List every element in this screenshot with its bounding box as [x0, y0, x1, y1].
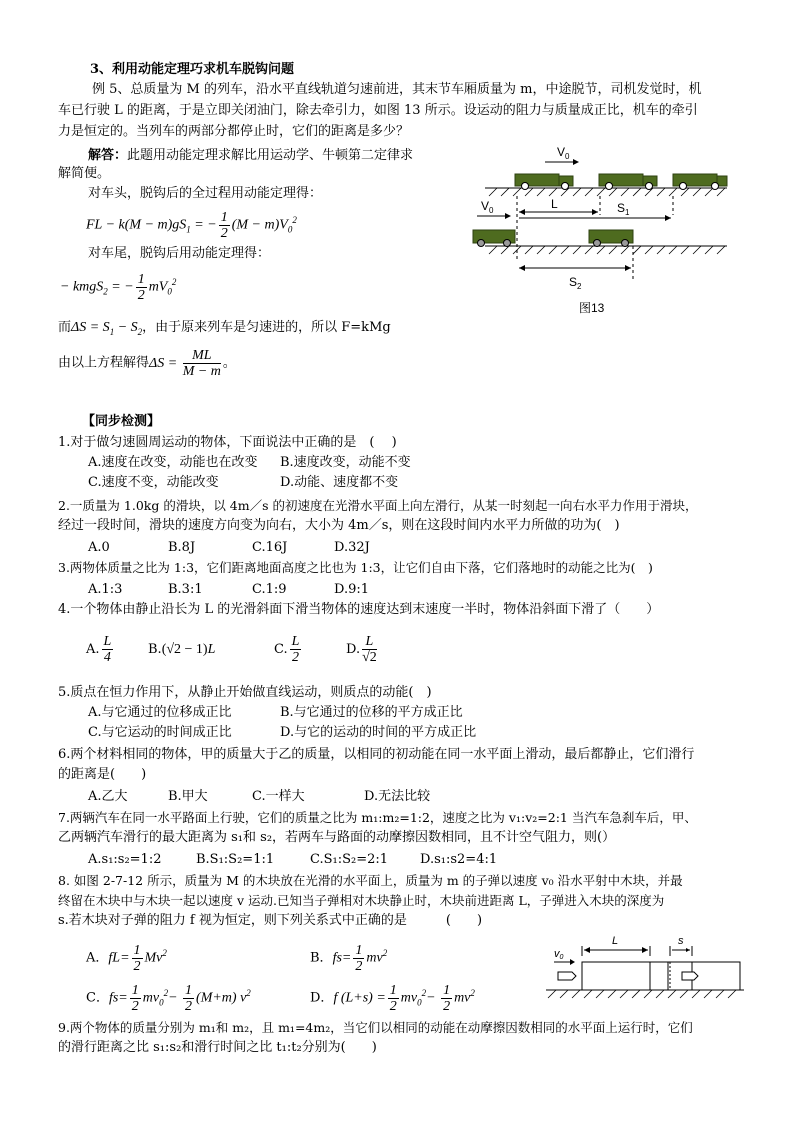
tail-text: 对车尾，脱钩后用动能定理得： — [88, 246, 271, 261]
solve-pre: 由以上方程解得 — [58, 355, 150, 371]
q3-option-d: D.9:1 — [334, 582, 370, 597]
block-s-label: s — [678, 935, 684, 947]
q2-option-a: A.0 — [88, 540, 110, 555]
q5-option-d: D.与它的运动的时间的平方成正比 — [280, 725, 477, 740]
q6-option-b: B.甲大 — [168, 789, 208, 804]
q5-option-a: A.与它通过的位移成正比 — [88, 705, 232, 720]
tail-equation: − kmgS$_2$ = − $\frac{1}{2}$ $mV_0^2$ — [60, 271, 177, 303]
top-locomotive-1 — [599, 174, 657, 190]
q6-line-1: 6.两个材料相同的物体，甲的质量大于乙的质量，以相同的初动能在同一水平面上滑动，最后都静止，它们滑行 — [58, 747, 695, 762]
q3-option-a: A.1:3 — [88, 582, 123, 597]
q8-option-d: D．f (L+s) = $\frac{1}{2}$ $mv_0^2-$ $\frac{1}{2}$ $mv^2$ — [310, 982, 475, 1014]
q1-option-b: B.速度改变，动能不变 — [280, 455, 411, 470]
bottom-car-left — [473, 230, 515, 247]
q8-line-1: 8. 如图 2-7-12 所示，质量为 M 的木块放在光滑的水平面上，质量为 m 的子弹以速度 v₀ 沿水平射中木块，并最 — [58, 873, 683, 888]
bullet-embedded — [682, 972, 698, 980]
figure-caption: 图13 — [579, 301, 605, 315]
q8-option-c: C．fs= $\frac{1}{2}$ $mv_0^2-$ $\frac{1}{2}$ (M+m) $v^2$ — [86, 982, 251, 1014]
q6-option-a: A.乙大 — [88, 789, 128, 804]
q3-option-b: B.3:1 — [168, 582, 203, 597]
q3: 3.两物体质量之比为 1:3，它们距离地面高度之比也为 1:3，让它们自由下落，它们落地时的动能之比为( ) — [58, 560, 653, 575]
q7-line-2: 乙两辆汽车滑行的最大距离为 s₁和 s₂，若两车与路面的动摩擦因数相同，且不计空气阻力，则(） — [58, 830, 616, 845]
example-line-1: 例 5、总质量为 M 的列车，沿水平直线轨道匀速前进，其末节车厢质量为 m，中途脱节，司机发觉时，机 — [92, 82, 702, 97]
delta-post: ，由于原来列车是匀速进的，所以 F=kMg — [142, 320, 391, 335]
q3-option-c: C.1:9 — [252, 582, 287, 597]
answer-label: 解答： — [88, 148, 128, 163]
q4-option-d: D. $\frac{L}{√2}$ — [346, 634, 377, 666]
q7-option-d: D.s₁:s2=4:1 — [420, 852, 498, 867]
q1-option-a: A.速度在改变，动能也在改变 — [88, 455, 258, 470]
block-initial — [582, 962, 668, 990]
q7-line-1: 7.两辆汽车在同一水平路面上行驶，它们的质量之比为 m₁:m₂=1:2，速度之比为 v₁:v₂=2:1 当汽车急刹车后，甲、 — [58, 810, 697, 825]
top-locomotive-2 — [673, 174, 727, 190]
solve-formula: ΔS = $\frac{ML}{M - m}$ — [149, 348, 221, 379]
q5-option-c: C.与它运动的时间成正比 — [88, 725, 232, 740]
solve-post: 。 — [222, 355, 236, 371]
delta-pre: 而 — [58, 320, 72, 335]
q7-option-b: B.S₁:S₂=1:1 — [196, 852, 275, 867]
bullet-v0-label: v0 — [554, 948, 564, 961]
figure-13 — [465, 140, 745, 320]
q1-option-c: C.速度不变，动能改变 — [88, 475, 219, 490]
L-label: L — [551, 197, 558, 211]
q2-option-c: C.16J — [252, 540, 288, 555]
q7-option-a: A.s₁:s₂=1:2 — [88, 852, 162, 867]
delta-formula: $\Delta S = S_1 - S_2$ — [71, 320, 143, 337]
solve-line — [58, 348, 236, 379]
section-title: 3、利用动能定理巧求机车脱钩问题 — [90, 62, 295, 77]
q8-option-a: A．fL= $\frac{1}{2}$ Mv$^2$ — [86, 942, 167, 974]
block-L-label: L — [612, 935, 619, 947]
delta-line — [58, 318, 391, 342]
q4-option-c: C. $\frac{L}{2}$ — [274, 634, 300, 666]
q8-option-b: B．fs= $\frac{1}{2}$ $mv^2$ — [310, 942, 388, 974]
head-text: 对车头，脱钩后的全过程用动能定理得： — [88, 186, 323, 201]
example-line-3: 力是恒定的。当列车的两部分都停止时，它们的距离是多少？ — [58, 124, 410, 139]
q9-line-1: 9.两个物体的质量分别为 m₁和 m₂，且 m₁=4m₂，当它们以相同的动能在动摩擦因数相同的水平面上运行时，它们 — [58, 1020, 693, 1035]
check-title: 【同步检测】 — [82, 414, 161, 429]
q2-option-b: B.8J — [168, 540, 196, 555]
q1: 1.对于做匀速圆周运动的物体，下面说法中正确的是 ( ) — [58, 435, 397, 450]
left-v0-label: $V_0$ — [481, 199, 494, 215]
bullet-block-figure — [540, 932, 750, 1002]
q8-line-3: s.若木块对子弹的阻力 f 视为恒定，则下列关系式中正确的是 ( ) — [58, 913, 483, 928]
q6-line-2: 的距离是( ) — [58, 767, 147, 782]
answer-line-1 — [88, 146, 413, 166]
q4: 4.一个物体由静止沿长为 L 的光滑斜面下滑当物体的速度达到末速度一半时，物体沿斜面下滑了（ ） — [58, 602, 660, 617]
answer-text: 此题用动能定理求解比用运动学、牛顿第二定律求 — [127, 148, 414, 163]
S1-label: $S_1$ — [617, 201, 630, 217]
q2-option-d: D.32J — [334, 540, 370, 555]
q9-line-2: 的滑行距离之比 s₁:s₂和滑行时间之比 t₁:t₂分别为( ) — [58, 1040, 377, 1055]
bullet-initial — [558, 972, 576, 980]
q8-line-2: 终留在木块中与木块一起以速度 v 运动.已知当子弹相对木块静止时，木块前进距离 L，子弹进入木块的深度为 — [58, 893, 665, 908]
top-train-car — [515, 174, 573, 190]
example-line-2: 车已行驶 L 的距离，于是立即关闭油门，除去牵引力，如图 13 所示。设运动的阻力与质量成正比，机车的牵引 — [58, 103, 698, 118]
q5: 5.质点在恒力作用下，从静止开始做直线运动，则质点的动能( ) — [58, 685, 432, 700]
bottom-car-right — [589, 230, 633, 247]
q6-option-c: C.一样大 — [252, 789, 305, 804]
q1-option-d: D.动能、速度都不变 — [280, 475, 399, 490]
bottom-ground-hatch — [489, 246, 725, 254]
q4-option-b: B.(√2 − 1)L — [148, 642, 216, 657]
q7-option-c: C.S₁:S₂=2:1 — [310, 852, 389, 867]
q6-option-d: D.无法比较 — [364, 789, 431, 804]
head-equation: FL − $k(M - m)gS_1$ = − $\frac{1}{2}$ $(M - m)V_0^2$ — [86, 209, 297, 241]
answer-line-2: 解简便。 — [58, 166, 111, 181]
q4-option-a: A. $\frac{L}{4}$ — [86, 634, 112, 666]
top-v0-label: $V_0$ — [557, 145, 570, 161]
q2-line-2: 经过一段时间，滑块的速度方向变为向右，大小为 4m／s，则在这段时间内水平力所做的功为( ) — [58, 518, 620, 533]
S2-label: $S_2$ — [569, 275, 582, 291]
q5-option-b: B.与它通过的位移的平方成正比 — [280, 705, 463, 720]
q2-line-1: 2.一质量为 1.0kg 的滑块，以 4m／s 的初速度在光滑水平面上向左滑行，从某一时刻起一向右水平力作用于滑块， — [58, 498, 698, 513]
